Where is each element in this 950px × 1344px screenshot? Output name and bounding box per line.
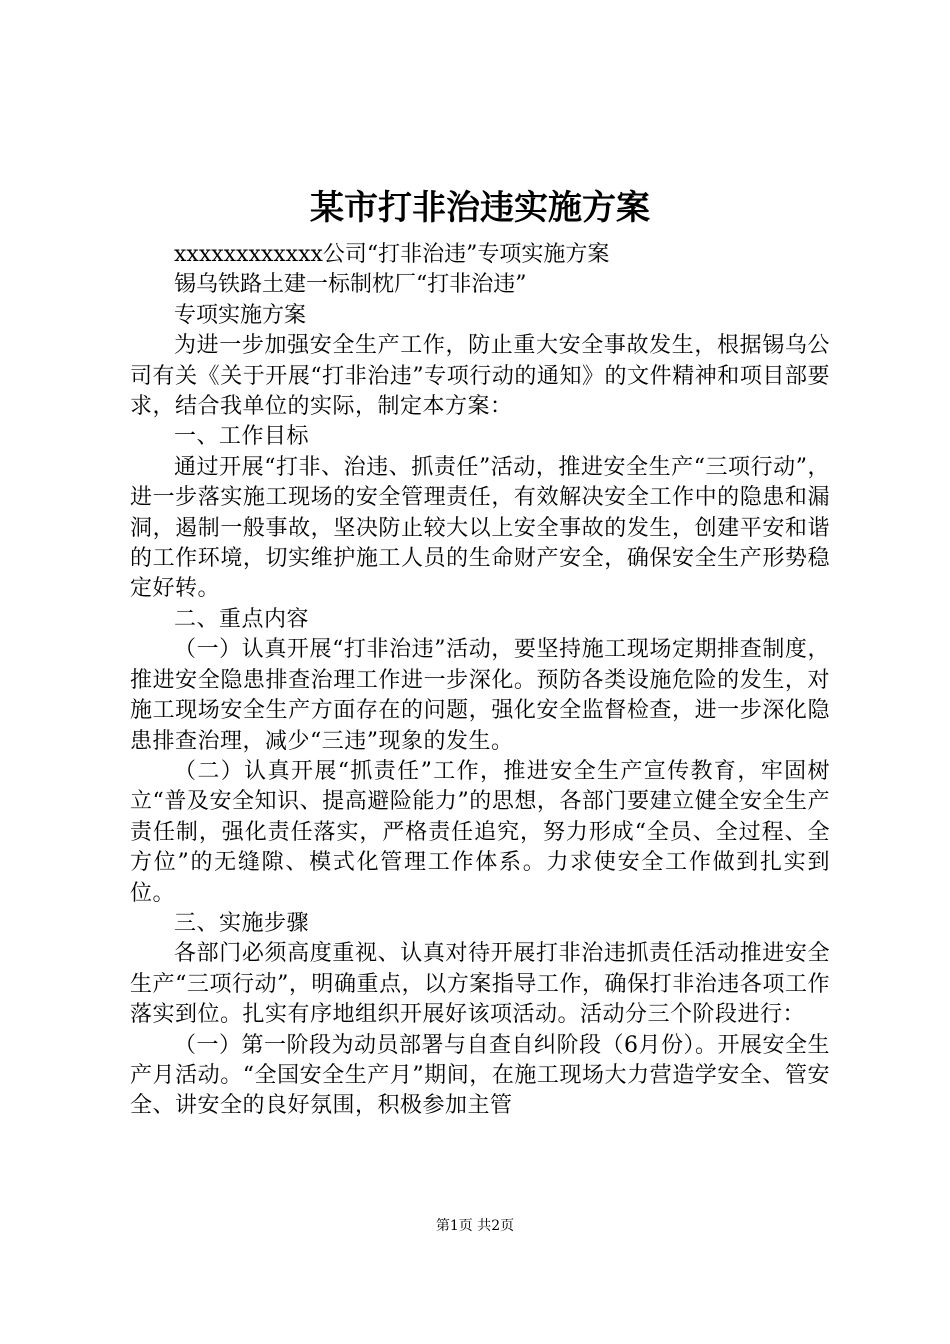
document-page (130, 186, 830, 1122)
subtitle-line-1: xxxxxxxxxxxx公司“打非治违”专项实施方案 (174, 242, 610, 267)
key-content-paragraph-1: （一）认真开展“打非治违”活动，要坚持施工现场定期排查制度，推进安全隐患排查治理工作进一步深化。预防各类设施危险的发生，对施工现场安全生产方面存在的问题，强化安全监督检查，进一步深化隐患排查治理，减少“三违”现象的发生。 (130, 637, 830, 754)
key-content-paragraph-2: （二）认真开展“抓责任”工作，推进安全生产宣传教育，牢固树立“普及安全知识、提高避险能力”的思想，各部门要建立健全安全生产责任制，强化责任落实，严格责任追究，努力形成“全员、全过程、全方位”的无缝隙、模式化管理工作体系。力求使安全工作做到扎实到位。 (130, 758, 830, 906)
intro-paragraph: 为进一步加强安全生产工作，防止重大安全事故发生，根据锡乌公司有关《关于开展“打非治违”专项行动的通知》的文件精神和项目部要求，结合我单位的实际，制定本方案： (130, 333, 830, 420)
goals-paragraph: 通过开展“打非、治违、抓责任”活动，推进安全生产“三项行动”，进一步落实施工现场的安全管理责任，有效解决安全工作中的隐患和漏洞，遏制一般事故，坚决防止较大以上安全事故的发生，创建平安和谐的工作环境，切实维护施工人员的生命财产安全，确保安全生产形势稳定好转。 (130, 454, 830, 602)
steps-paragraph: 各部门必须高度重视、认真对待开展打非治违抓责任活动推进安全生产“三项行动”，明确重点，以方案指导工作，确保打非治违各项工作落实到位。扎实有序地组织开展好该项活动。活动分三个阶段进行： (130, 941, 830, 1028)
subtitle-line-3: 专项实施方案 (174, 302, 307, 328)
page-footer: 第1页 共2页 (435, 1218, 515, 1234)
document-title: 某市打非治违实施方案 (310, 188, 650, 228)
phase-one-paragraph: （一）第一阶段为动员部署与自查自纠阶段（6月份）。开展安全生产月活动。“全国安全生产月”期间，在施工现场大力营造学安全、管安全、讲安全的良好氛围，积极参加主管 (130, 1032, 830, 1119)
subtitle-line-2: 锡乌铁路土建一标制枕厂“打非治违” (174, 272, 527, 298)
section-heading-goals: 一、工作目标 (174, 424, 310, 450)
section-heading-steps: 三、实施步骤 (174, 910, 310, 936)
section-heading-key-content: 二、重点内容 (174, 606, 310, 632)
